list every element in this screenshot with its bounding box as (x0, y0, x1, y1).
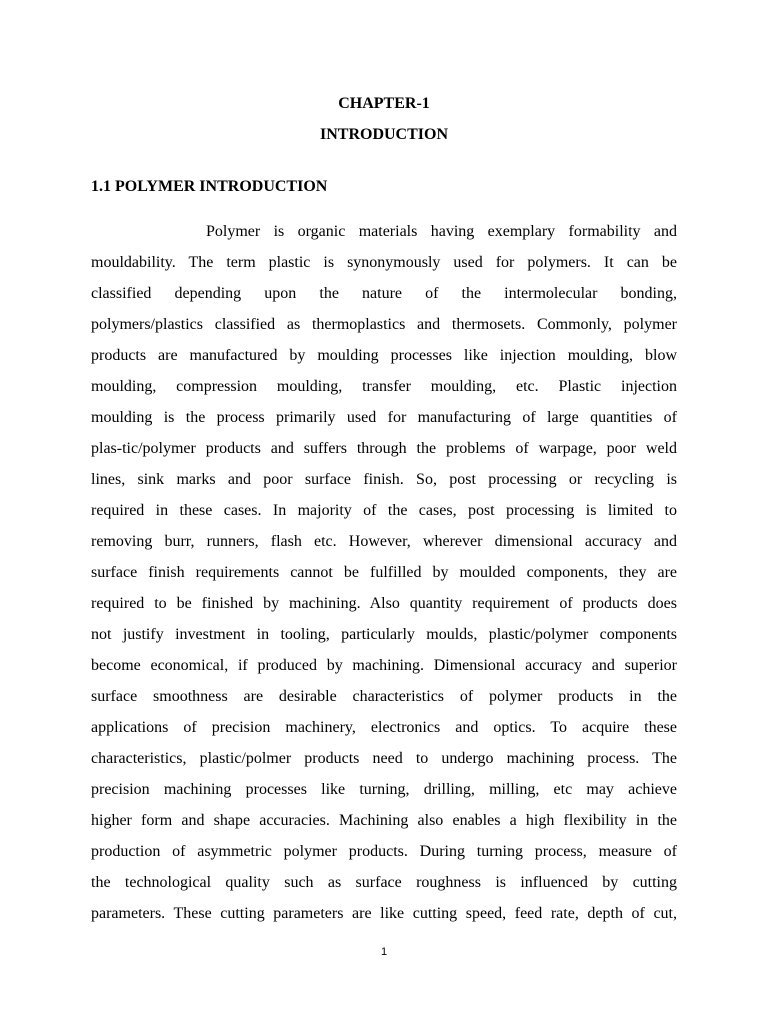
paragraph-line: become economical, if produced by machining. Dimensional accuracy and superior (91, 657, 677, 674)
chapter-label: CHAPTER-1 (338, 95, 430, 112)
paragraph-line: applications of precision machinery, electronics and optics. To acquire these (91, 719, 677, 736)
paragraph-line: parameters. These cutting parameters are like cutting speed, feed rate, depth of cut, (91, 905, 677, 922)
paragraph-line: Polymer is organic materials having exemplary formability and (206, 223, 677, 240)
paragraph-line: mouldability. The term plastic is synonymously used for polymers. It can be (91, 254, 677, 271)
paragraph-line: characteristics, plastic/polmer products need to undergo machining process. The (91, 750, 677, 767)
paragraph-line: surface finish requirements cannot be fulfilled by moulded components, they are (91, 564, 677, 581)
section-heading: 1.1 POLYMER INTRODUCTION (91, 178, 328, 195)
paragraph-line: plas-tic/polymer products and suffers through the problems of warpage, poor weld (91, 440, 677, 457)
page-number: 1 (380, 946, 388, 958)
paragraph-line: surface smoothness are desirable characteristics of polymer products in the (91, 688, 677, 705)
paragraph-line: classified depending upon the nature of the intermolecular bonding, (91, 285, 677, 302)
body-paragraph (91, 216, 677, 929)
paragraph-line: required in these cases. In majority of the cases, post processing is limited to (91, 502, 677, 519)
paragraph-line: production of asymmetric polymer products. During turning process, measure of (91, 843, 677, 860)
paragraph-line: lines, sink marks and poor surface finish. So, post processing or recycling is (91, 471, 677, 488)
paragraph-line: moulding, compression moulding, transfer moulding, etc. Plastic injection (91, 378, 677, 395)
paragraph-line: higher form and shape accuracies. Machining also enables a high flexibility in the (91, 812, 677, 829)
paragraph-line: polymers/plastics classified as thermoplastics and thermosets. Commonly, polymer (91, 316, 677, 333)
paragraph-line: moulding is the process primarily used for manufacturing of large quantities of (91, 409, 677, 426)
paragraph-line: the technological quality such as surface roughness is influenced by cutting (91, 874, 677, 891)
paragraph-line: precision machining processes like turning, drilling, milling, etc may achieve (91, 781, 677, 798)
paragraph-line: not justify investment in tooling, particularly moulds, plastic/polymer components (91, 626, 677, 643)
paragraph-line: required to be finished by machining. Also quantity requirement of products does (91, 595, 677, 612)
chapter-title: INTRODUCTION (319, 126, 448, 143)
paragraph-line: removing burr, runners, flash etc. However, wherever dimensional accuracy and (91, 533, 677, 550)
paragraph-line: products are manufactured by moulding processes like injection moulding, blow (91, 347, 677, 364)
